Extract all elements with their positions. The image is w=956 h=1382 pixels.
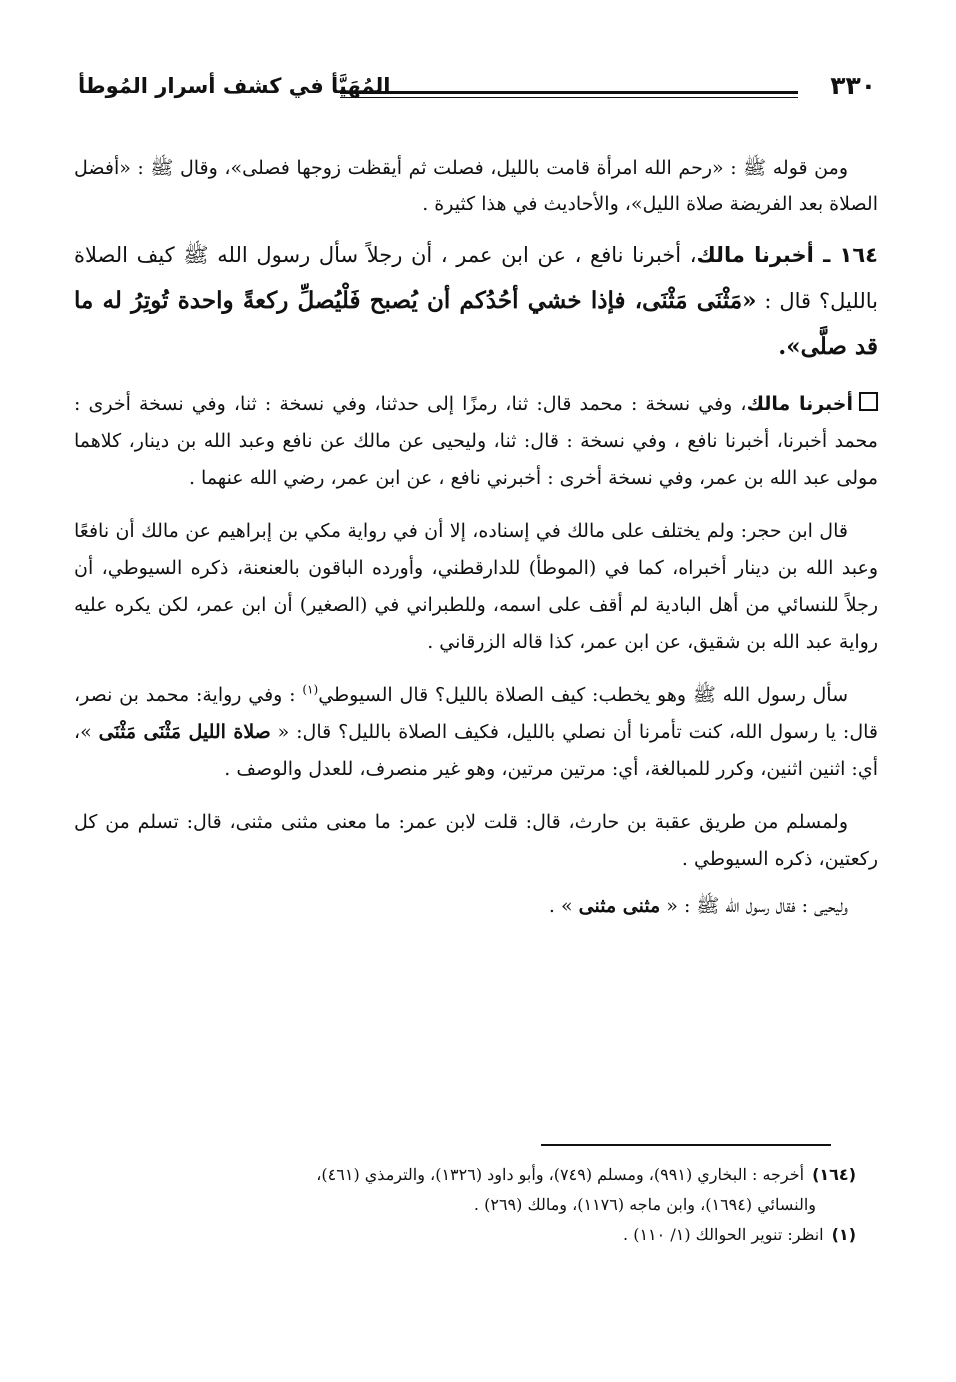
paragraph-yahya xyxy=(74,888,878,925)
paragraph-muslim: ولمسلم من طريق عقبة بن حارث، قال: قلت لابن عمر: ما معنى مثنى مثنى، قال: تسلم من كل ركعتين، ذكره السيوطي . xyxy=(74,811,878,870)
footnote-164-line-1: أخرجه : البخاري (٩٩١)، ومسلم (٧٤٩)، وأبو داود (١٣٢٦)، والترمذي (٤٦١)، xyxy=(316,1165,805,1184)
commentary-text: ، وفي نسخة : محمد قال: ثنا، رمزًا إلى حدثنا، وفي نسخة : ثنا، وفي نسخة أخرى : محمد أخبرنا، أخبرنا نافع ، وفي نسخة : قال: ثنا، وليحيى عن مالك عن نافع وعبد الله بن دينار، كلاهما مولى عبد الله بن عمر، وفي نسخة أخرى : أخبرني نافع ، عن ابن عمر، رضي الله عنهما . xyxy=(74,393,878,489)
intro-paragraph: ومن قوله ﷺ : «رحم الله امرأة قامت بالليل، فصلت ثم أيقظت زوجها فصلى»، وقال ﷺ : «أفضل الصلاة بعد الفريضة صلاة الليل»، والأحاديث في هذا كثيرة . xyxy=(74,157,878,215)
footnote-1-text: انظر: تنوير الحوالك (١/ ١١٠) . xyxy=(623,1225,824,1244)
hadith-paragraph xyxy=(74,232,878,370)
commentary-lead: أخبرنا مالك xyxy=(746,393,853,415)
footnote-164-number: (١٦٤) xyxy=(812,1165,856,1184)
paragraph-question-quote: صلاة الليل مَثْنَى مَثْنَى xyxy=(98,721,271,743)
hadith-number: ١٦٤ ـ أخبرنا مالك xyxy=(696,243,878,267)
footnotes xyxy=(74,1160,856,1250)
page-number: ٣٣٠ xyxy=(830,71,876,100)
book-title: المُهَيَّأ في كشف أسرار المُوطأ xyxy=(78,74,391,98)
page-header xyxy=(78,68,876,108)
footnote-164-cont: والنسائي (١٦٩٤)، وابن ماجه (١١٧٦)، ومالك (٢٦٩) . xyxy=(473,1195,816,1214)
hadith-isnad: ، أخبرنا نافع ، عن ابن عمر ، أن رجلاً سأل رسول الله ﷺ كيف الصلاة بالليل؟ قال : xyxy=(74,243,878,313)
footnote-164 xyxy=(74,1160,856,1190)
footnote-ref-1[interactable]: (١) xyxy=(302,682,319,697)
footnote-1 xyxy=(74,1220,856,1250)
paragraph-yahya-text-1: وليحيى : فقال رسول الله ﷺ : « xyxy=(660,895,848,917)
header-rule xyxy=(340,91,798,98)
paragraph-yahya-text-2: » . xyxy=(548,895,579,917)
main-text xyxy=(74,150,878,925)
paragraph-ibn-hajar: قال ابن حجر: ولم يختلف على مالك في إسناده، إلا أن في رواية مكي بن إبراهيم عن مالك أن نافعًا وعبد الله بن دينار أخبراه، كما في (الموطأ) للدارقطني، وأورده الباقون بالعنعنة، ذكره السيوطي، أن رجلاً للنسائي من أهل البادية لم أقف على اسمه، وللطبراني في (الصغير) أن ابن عمر، لكن يكره عليه رواية عبد الله بن شقيق، عن ابن عمر، كذا قاله الزرقاني . xyxy=(74,520,878,653)
hadith-matn: «مَثْنَى مَثْنَى، فإذا خشي أحُدُكم أن يُصبح فَلْيُصلِّ ركعةً واحدة تُوتِرُ له ما قد صلَّى». xyxy=(74,287,878,360)
paragraph-question-text-1: سأل رسول الله ﷺ وهو يخطب: كيف الصلاة بالليل؟ قال السيوطي xyxy=(318,684,848,706)
paragraph-question-text-2: : وفي رواية: محمد بن نصر، قال: يا رسول الله، كنت تأمرنا أن نصلي بالليل، فكيف الصلاة بالليل؟ قال: « xyxy=(74,684,879,743)
square-marker-icon xyxy=(859,392,878,411)
footnote-1-number: (١) xyxy=(831,1225,856,1244)
commentary-paragraph xyxy=(74,386,878,497)
paragraph-question xyxy=(74,677,878,788)
footnote-separator xyxy=(541,1144,831,1146)
paragraph-question-text-3: »، أي: اثنين اثنين، وكرر للمبالغة، أي: مرتين مرتين، وهو غير منصرف، للعدل والوصف . xyxy=(74,721,878,780)
paragraph-yahya-quote: مثنى مثنى xyxy=(578,895,661,917)
